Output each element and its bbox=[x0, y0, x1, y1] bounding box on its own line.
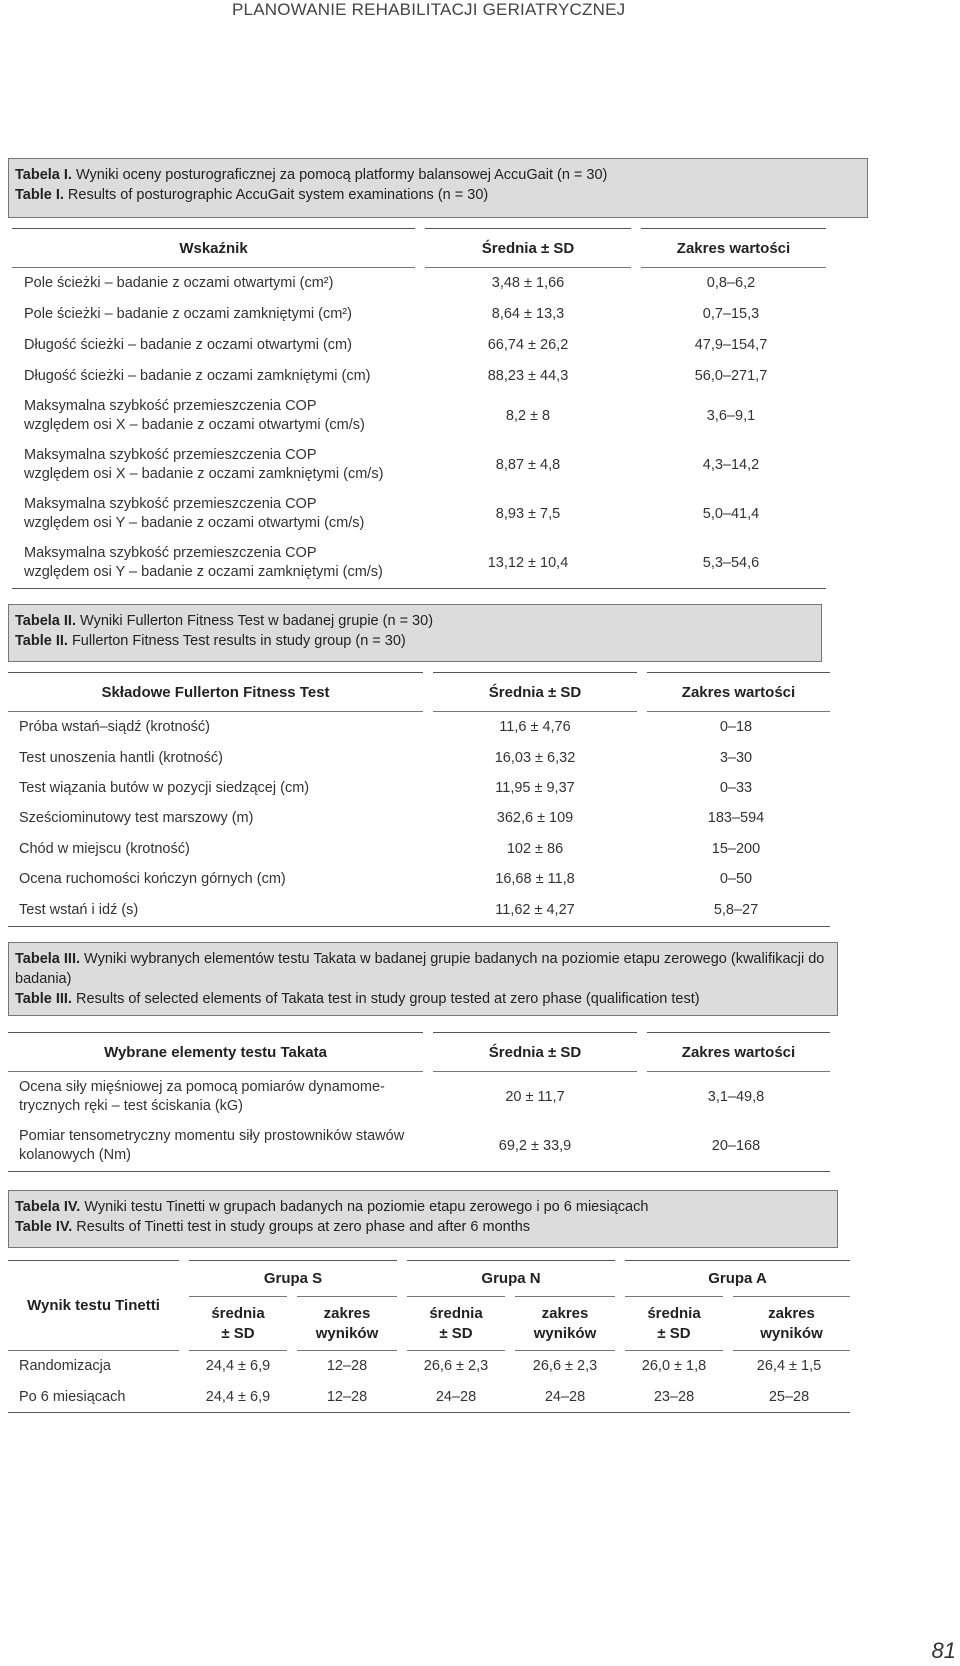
row-label-line: Pomiar tensometryczny momentu siły prostowników stawów bbox=[19, 1128, 405, 1145]
row-range: 0–50 bbox=[719, 871, 753, 887]
row-label-line: Maksymalna szybkość przemieszczenia COP bbox=[24, 398, 317, 414]
table-row bbox=[8, 1072, 830, 1122]
sub-header-line: ± SD bbox=[221, 1324, 255, 1342]
table4-header-row-label: Wynik testu Tinetti bbox=[8, 1261, 184, 1351]
table-row bbox=[8, 712, 830, 743]
table4-header-group-a: Grupa A bbox=[620, 1261, 850, 1297]
row-mean: 8,2 ± 8 bbox=[505, 408, 551, 424]
table-row bbox=[8, 743, 830, 773]
table-row bbox=[12, 441, 826, 490]
table-row bbox=[12, 330, 826, 361]
table-row bbox=[12, 392, 826, 441]
row-label: Test wstań i idź (s) bbox=[19, 902, 139, 919]
table-row bbox=[12, 361, 826, 392]
table-row bbox=[8, 803, 830, 834]
row-label: Długość ścieżki – badanie z oczami zamkniętymi (cm) bbox=[24, 368, 371, 384]
table4-sub-mean-n bbox=[402, 1297, 510, 1351]
sub-header-line: ± SD bbox=[439, 1324, 473, 1342]
row-range: 3–30 bbox=[719, 749, 753, 766]
row-label-line: względem osi X – badanie z oczami otwartymi (cm/s) bbox=[24, 417, 365, 433]
row-range: 5,0–41,4 bbox=[702, 506, 760, 522]
table-row bbox=[12, 299, 826, 330]
row-mean: 8,93 ± 7,5 bbox=[495, 506, 561, 522]
row-cell: 24–28 bbox=[544, 1388, 586, 1405]
row-cell: 26,0 ± 1,8 bbox=[641, 1358, 707, 1375]
page-number: 81 bbox=[931, 1638, 956, 1663]
row-range: 47,9–154,7 bbox=[694, 337, 768, 353]
table1-header-mean: Średnia ± SD bbox=[420, 229, 636, 268]
row-range: 0,8–6,2 bbox=[706, 275, 756, 292]
row-range: 5,8–27 bbox=[713, 902, 759, 919]
row-mean: 11,95 ± 9,37 bbox=[495, 779, 575, 796]
row-label bbox=[12, 441, 420, 490]
table3-caption-en-text: Results of selected elements of Takata test in study group tested at zero phase (qualification test) bbox=[71, 991, 700, 1007]
row-cell: 24,4 ± 6,9 bbox=[205, 1388, 271, 1405]
table-row bbox=[12, 268, 826, 299]
row-label-line: Maksymalna szybkość przemieszczenia COP bbox=[24, 447, 317, 463]
row-range: 183–594 bbox=[707, 810, 765, 826]
table4-sub-range-n bbox=[510, 1297, 620, 1351]
row-label: Pole ścieżki – badanie z oczami zamkniętymi (cm²) bbox=[24, 306, 352, 322]
row-mean: 20 ± 11,7 bbox=[505, 1088, 565, 1105]
table3 bbox=[8, 1032, 830, 1172]
table4-sub-mean-a bbox=[620, 1297, 728, 1351]
table2-caption-pl-label: Tabela II. bbox=[15, 613, 76, 629]
row-label-line: względem osi Y – badanie z oczami otwartymi (cm/s) bbox=[24, 515, 365, 531]
row-label bbox=[12, 392, 420, 441]
row-label: Sześciominutowy test marszowy (m) bbox=[19, 810, 254, 826]
row-mean: 11,62 ± 4,27 bbox=[495, 902, 575, 919]
table2 bbox=[8, 672, 830, 927]
row-label: Długość ścieżki – badanie z oczami otwartymi (cm) bbox=[24, 337, 352, 353]
table3-caption bbox=[8, 942, 838, 1016]
row-range: 5,3–54,6 bbox=[702, 555, 760, 572]
table-row bbox=[8, 834, 830, 864]
sub-header-line: wyników bbox=[760, 1324, 823, 1342]
table1-caption-en-label: Table I. bbox=[15, 187, 64, 203]
row-mean: 66,74 ± 26,2 bbox=[487, 337, 569, 353]
sub-header-line: wyników bbox=[533, 1324, 597, 1342]
table1-caption-pl-text: Wyniki oceny posturograficznej za pomocą platformy balansowej AccuGait (n = 30) bbox=[71, 167, 608, 183]
table4-sub-mean-s bbox=[184, 1297, 292, 1351]
row-mean: 8,64 ± 13,3 bbox=[491, 306, 565, 322]
row-label bbox=[8, 1072, 428, 1122]
sub-header-line: średnia bbox=[211, 1304, 265, 1322]
row-range: 3,1–49,8 bbox=[707, 1088, 765, 1105]
row-label bbox=[12, 539, 420, 589]
row-label: Test wiązania butów w pozycji siedzącej (cm) bbox=[19, 779, 310, 796]
table-row bbox=[8, 1351, 850, 1382]
table2-header-range: Zakres wartości bbox=[642, 673, 830, 712]
table3-caption-pl-text: Wyniki wybranych elementów testu Takata w badanej grupie badanych na poziomie etapu zerowego (kwalifikacji do badania) bbox=[15, 951, 825, 987]
row-cell: 12–28 bbox=[326, 1358, 368, 1375]
table4-caption bbox=[8, 1190, 838, 1248]
table4-caption-en-label: Table IV. bbox=[15, 1219, 73, 1235]
table4-caption-pl-text: Wyniki testu Tinetti w grupach badanych na poziomie etapu zerowego i po 6 miesiącach bbox=[80, 1199, 649, 1215]
table1-caption-en-text: Results of posturographic AccuGait system examinations (n = 30) bbox=[63, 187, 489, 203]
table4-header-group-n: Grupa N bbox=[402, 1261, 620, 1297]
row-cell: 24–28 bbox=[435, 1388, 477, 1405]
row-label: Chód w miejscu (krotność) bbox=[19, 840, 190, 857]
row-label: Po 6 miesiącach bbox=[19, 1388, 126, 1405]
sub-header-line: średnia bbox=[647, 1304, 701, 1322]
sub-header-line: zakres bbox=[541, 1304, 589, 1322]
table3-header-mean: Średnia ± SD bbox=[428, 1033, 642, 1072]
row-label-line: Maksymalna szybkość przemieszczenia COP bbox=[24, 496, 317, 512]
table4-caption-en-text: Results of Tinetti test in study groups at zero phase and after 6 months bbox=[72, 1219, 531, 1235]
row-mean: 3,48 ± 1,66 bbox=[491, 275, 565, 292]
row-cell: 26,6 ± 2,3 bbox=[532, 1358, 598, 1375]
row-label-line: względem osi Y – badanie z oczami zamkniętymi (cm/s) bbox=[24, 564, 383, 581]
row-cell: 26,4 ± 1,5 bbox=[756, 1358, 822, 1375]
row-mean: 16,68 ± 11,8 bbox=[495, 871, 575, 887]
row-range: 4,3–14,2 bbox=[702, 457, 760, 473]
row-label bbox=[8, 1122, 428, 1172]
table-row bbox=[12, 539, 826, 589]
row-mean: 88,23 ± 44,3 bbox=[487, 368, 569, 384]
sub-header-line: średnia bbox=[429, 1304, 483, 1322]
table3-caption-en-label: Table III. bbox=[15, 991, 72, 1007]
table1-caption bbox=[8, 158, 868, 218]
row-label bbox=[12, 490, 420, 539]
row-mean: 8,87 ± 4,8 bbox=[495, 457, 561, 473]
table-row bbox=[8, 895, 830, 927]
row-mean: 16,03 ± 6,32 bbox=[494, 749, 576, 766]
row-label: Randomizacja bbox=[19, 1358, 111, 1375]
table3-header-range: Zakres wartości bbox=[642, 1033, 830, 1072]
table4-sub-range-a bbox=[728, 1297, 850, 1351]
row-range: 0–33 bbox=[719, 779, 753, 796]
table2-caption-pl-text: Wyniki Fullerton Fitness Test w badanej grupie (n = 30) bbox=[75, 613, 434, 629]
row-cell: 26,6 ± 2,3 bbox=[423, 1358, 489, 1375]
table4 bbox=[8, 1260, 850, 1413]
row-label-line: trycznych ręki – test ściskania (kG) bbox=[19, 1097, 243, 1114]
row-cell: 25–28 bbox=[768, 1388, 810, 1405]
row-mean: 362,6 ± 109 bbox=[496, 810, 574, 826]
row-label-line: Ocena siły mięśniowej za pomocą pomiarów dynamome- bbox=[19, 1078, 385, 1095]
row-label-line: Maksymalna szybkość przemieszczenia COP bbox=[24, 545, 317, 562]
row-range: 56,0–271,7 bbox=[694, 368, 768, 384]
table-row bbox=[8, 864, 830, 895]
table2-caption bbox=[8, 604, 822, 662]
row-label-line: kolanowych (Nm) bbox=[19, 1147, 131, 1164]
table2-caption-en-label: Table II. bbox=[15, 633, 68, 649]
table4-header-group-s: Grupa S bbox=[184, 1261, 402, 1297]
row-range: 15–200 bbox=[711, 840, 761, 857]
table2-header-mean: Średnia ± SD bbox=[428, 673, 642, 712]
table2-header-component: Składowe Fullerton Fitness Test bbox=[8, 673, 428, 712]
table3-caption-pl-label: Tabela III. bbox=[15, 951, 81, 967]
row-mean: 102 ± 86 bbox=[506, 840, 564, 857]
table4-sub-range-s bbox=[292, 1297, 402, 1351]
table2-caption-en-text: Fullerton Fitness Test results in study group (n = 30) bbox=[67, 633, 406, 649]
table1-caption-pl-label: Tabela I. bbox=[15, 167, 72, 183]
row-cell: 12–28 bbox=[326, 1388, 368, 1405]
table-row bbox=[12, 490, 826, 539]
table-row bbox=[8, 1122, 830, 1172]
row-range: 0–18 bbox=[719, 719, 753, 736]
table1-header-indicator: Wskaźnik bbox=[12, 229, 420, 268]
table-row bbox=[8, 1382, 850, 1413]
table3-header-element: Wybrane elementy testu Takata bbox=[8, 1033, 428, 1072]
sub-header-line: wyników bbox=[315, 1324, 379, 1342]
row-range: 0,7–15,3 bbox=[702, 306, 760, 322]
running-header: PLANOWANIE REHABILITACJI GERIATRYCZNEJ bbox=[232, 0, 626, 19]
table1 bbox=[12, 228, 826, 589]
table4-caption-pl-label: Tabela IV. bbox=[15, 1199, 81, 1215]
row-label: Test unoszenia hantli (krotność) bbox=[19, 749, 223, 766]
row-cell: 23–28 bbox=[653, 1388, 695, 1405]
row-mean: 13,12 ± 10,4 bbox=[487, 555, 569, 572]
row-cell: 24,4 ± 6,9 bbox=[205, 1358, 271, 1375]
row-range: 3,6–9,1 bbox=[706, 408, 756, 424]
row-label-line: względem osi X – badanie z oczami zamkniętymi (cm/s) bbox=[24, 466, 384, 482]
row-range: 20–168 bbox=[711, 1138, 761, 1155]
row-mean: 69,2 ± 33,9 bbox=[498, 1138, 572, 1155]
row-label: Pole ścieżki – badanie z oczami otwartymi (cm²) bbox=[24, 275, 334, 292]
row-label: Ocena ruchomości kończyn górnych (cm) bbox=[19, 871, 286, 887]
row-mean: 11,6 ± 4,76 bbox=[499, 719, 571, 736]
sub-header-line: ± SD bbox=[657, 1324, 691, 1342]
sub-header-line: zakres bbox=[323, 1304, 371, 1322]
row-label: Próba wstań–siądź (krotność) bbox=[19, 719, 210, 736]
table1-header-range: Zakres wartości bbox=[636, 229, 826, 268]
table-row bbox=[8, 773, 830, 803]
sub-header-line: zakres bbox=[768, 1304, 815, 1322]
